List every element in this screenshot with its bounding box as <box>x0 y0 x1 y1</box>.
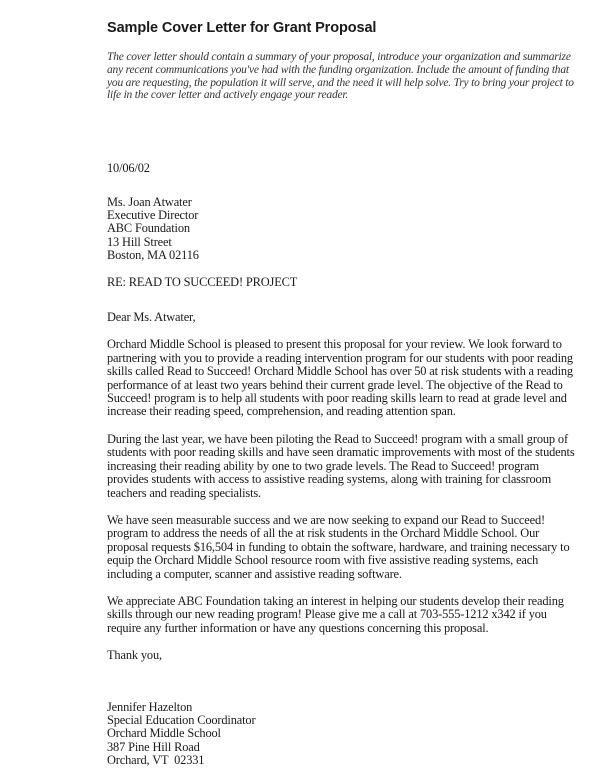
body-paragraph-2: During the last year, we have been piloting the Read to Succeed! program with a small group of students with poor reading skills and have seen dramatic improvements with most of the students increasing their reading ability by one to two grade levels. The Read to Succeed! program provides students with access to assistive reading systems, along with training for classroom teachers and reading specialists. <box>107 431 575 500</box>
closing: Thank you, <box>107 648 162 663</box>
body-paragraph-3: We have seen measurable success and we are now seeking to expand our Read to Succeed! program to address the needs of all the at risk students in the Orchard Middle School. Our proposal requests $16,504 in funding to obtain the software, hardware, and training necessary to equip the Orchard Middle School resource room with five assistive reading systems, each including a computer, scanner and assistive reading software. <box>107 512 570 581</box>
body-paragraph-4: We appreciate ABC Foundation taking an interest in helping our students develop their reading skills through our new reading program! Please give me a call at 703-555-1212 x342 if you require any further information or have any questions concerning this proposal. <box>107 593 564 635</box>
recipient-address <box>107 196 582 263</box>
sender-name: Jennifer Hazelton <box>107 699 193 714</box>
sender-organization: Orchard Middle School <box>107 726 221 741</box>
sender-title: Special Education Coordinator <box>107 712 256 727</box>
recipient-organization: ABC Foundation <box>107 221 190 236</box>
body-paragraph-1: Orchard Middle School is pleased to present this proposal for your review. We look forward to partnering with you to provide a reading intervention program for our students with poor reading skills called Read to Succeed! Orchard Middle School has over 50 at risk students with a reading performance of at least two years behind their current grade level. The objective of the Read to Succeed! program is to help all students with poor reading skills learn to read at grade level and increase their reading speed, comprehension, and reading attention span. <box>107 337 573 419</box>
recipient-title: Executive Director <box>107 208 199 222</box>
letter-page <box>107 20 582 768</box>
sender-street: 387 Pine Hill Road <box>107 739 200 754</box>
sender-signature-block <box>107 701 582 768</box>
letter-date: 10/06/02 <box>107 161 150 176</box>
subject-line: RE: READ TO SUCCEED! PROJECT <box>107 274 298 289</box>
recipient-city: Boston, MA 02116 <box>107 248 199 263</box>
recipient-street: 13 Hill Street <box>107 234 172 249</box>
document-title: Sample Cover Letter for Grant Proposal <box>107 20 377 36</box>
sender-city: Orchard, VT 02331 <box>107 753 205 768</box>
salutation: Dear Ms. Atwater, <box>107 310 196 325</box>
intro-instructions: The cover letter should contain a summary of your proposal, introduce your organization and summarize any recent communications you've had with the funding organization. Include the amount of funding that you are requesting, the population it will serve, and the need it will help solve. Try to bring your project to life in the cover letter and actively engage your reader. <box>107 51 574 102</box>
recipient-name: Ms. Joan Atwater <box>107 194 192 209</box>
